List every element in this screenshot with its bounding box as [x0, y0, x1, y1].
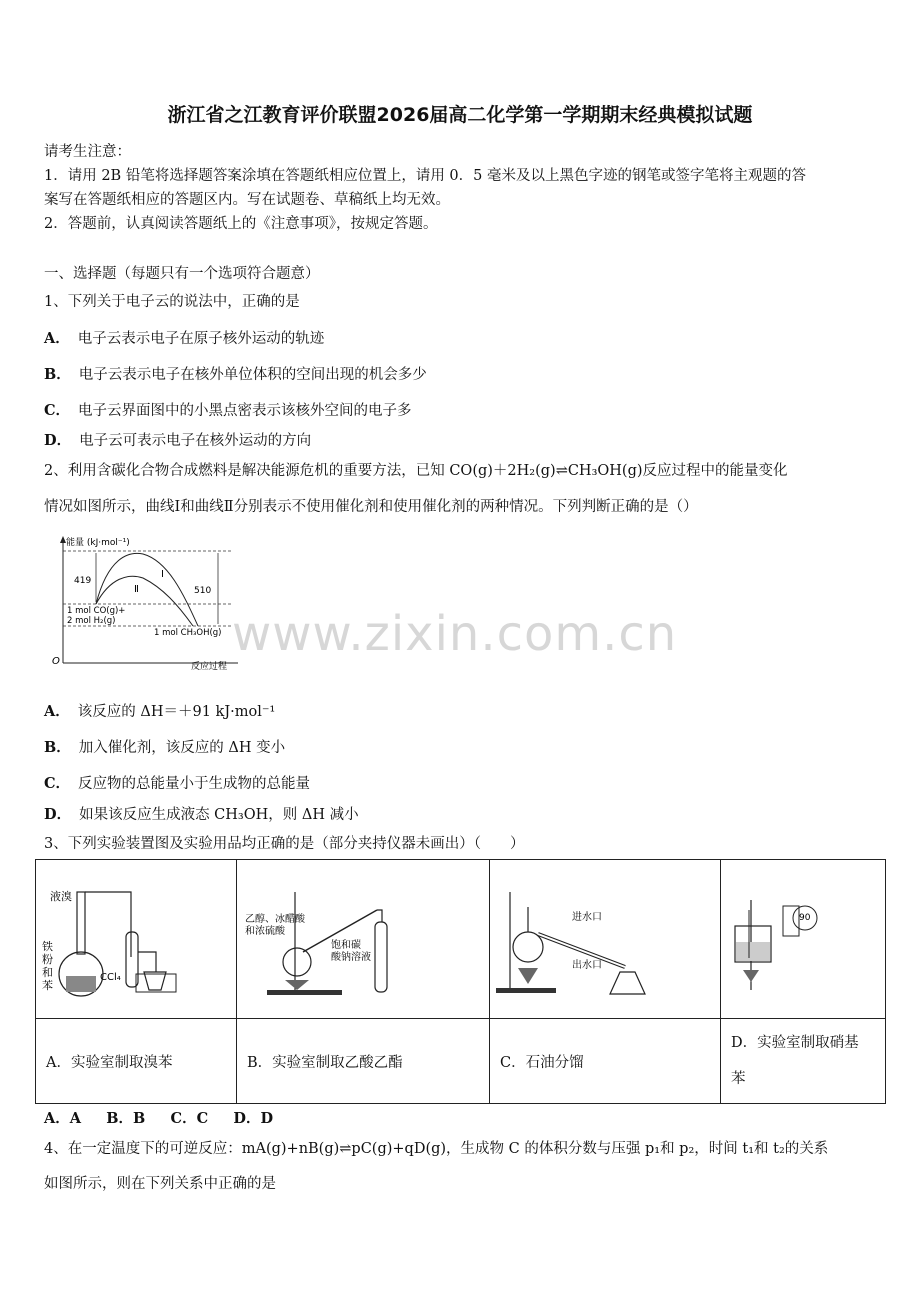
label-thermometer-90: 90	[799, 913, 811, 923]
caption-d-line-1: D．实验室制取硝基	[731, 1035, 859, 1051]
apparatus-cell-a	[36, 860, 237, 1019]
choice-c: C．C	[170, 1110, 209, 1127]
caption-b: B．实验室制取乙酸乙酯	[237, 1019, 490, 1104]
choice-d: D．D	[233, 1110, 274, 1127]
choice-a: A．A	[44, 1110, 82, 1127]
option-key: B．	[44, 739, 71, 756]
apparatus-cell-d	[721, 860, 886, 1019]
label-reagents-2: 和浓硫酸	[245, 926, 285, 937]
notice-line-1b: 案写在答题纸相应的答题区内。写在试题卷、草稿纸上均无效。	[44, 192, 450, 208]
value-510: 510	[194, 586, 212, 596]
product-label: 1 mol CH₃OH(g)	[154, 628, 222, 638]
label-solution-2: 酸钠溶液	[331, 952, 371, 963]
option-key: C．	[44, 775, 71, 792]
option-key: A．	[44, 330, 70, 347]
q1-stem: 1、下列关于电子云的说法中，正确的是	[44, 294, 300, 310]
q3-choices	[44, 1107, 273, 1128]
label-solution-1: 饱和碳	[331, 940, 361, 951]
curve-ii-label: Ⅱ	[134, 584, 139, 595]
option-key: A．	[44, 703, 70, 720]
caption-c: C．石油分馏	[490, 1019, 721, 1104]
energy-diagram	[48, 533, 248, 673]
option-key: C．	[44, 402, 71, 419]
q2-stem-line-1: 2、利用含碳化合物合成燃料是解决能源危机的重要方法，已知 CO(g)＋2H₂(g)⇌CH₃OH(g)反应过程中的能量变化	[44, 463, 788, 479]
reactant-label-2: 2 mol H₂(g)	[67, 616, 116, 626]
option-text: 电子云表示电子在核外单位体积的空间出现的机会多少	[78, 367, 427, 383]
label-water-outlet: 出水口	[572, 960, 602, 971]
apparatus-c-figure	[490, 862, 720, 1012]
apparatus-a-figure	[36, 862, 236, 1012]
origin-label: O	[52, 656, 60, 667]
notice-heading: 请考生注意：	[44, 144, 131, 160]
apparatus-cell-c	[490, 860, 721, 1019]
caption-d	[721, 1019, 886, 1104]
section-heading: 一、选择题（每题只有一个选项符合题意）	[44, 266, 320, 282]
q1-option-d	[44, 429, 311, 450]
q1-option-c	[44, 399, 412, 420]
x-axis-label: 反应过程	[191, 662, 228, 672]
curve-i-label: Ⅰ	[161, 569, 164, 580]
q1-option-a	[44, 327, 324, 348]
exam-title: 浙江省之江教育评价联盟2026届高二化学第一学期期末经典模拟试题	[167, 104, 753, 126]
notice-line-1a: 1．请用 2B 铅笔将选择题答案涂填在答题纸相应位置上，请用 0．5 毫米及以上黑色字迹的钢笔或签字笔将主观题的答	[44, 168, 806, 184]
label-benzene: 苯	[42, 979, 53, 992]
option-text: 如果该反应生成液态 CH₃OH，则 ΔH 减小	[79, 807, 359, 823]
label-reagents-1: 乙醇、冰醋酸	[245, 914, 305, 925]
q2-stem-line-2: 情况如图所示，曲线Ⅰ和曲线Ⅱ分别表示不使用催化剂和使用催化剂的两种情况。下列判断正确的是（）	[44, 499, 698, 515]
label-ccl4: CCl₄	[100, 972, 121, 983]
label-iron: 铁	[42, 940, 53, 953]
option-text: 该反应的 ΔH＝＋91 kJ·mol⁻¹	[77, 704, 276, 720]
option-text: 反应物的总能量小于生成物的总能量	[78, 776, 311, 792]
q4-stem-line-1: 4、在一定温度下的可逆反应：mA(g)+nB(g)⇌pC(g)+qD(g)，生成物 C 的体积分数与压强 p₁和 p₂，时间 t₁和 t₂的关系	[44, 1141, 829, 1157]
caption-d-line-2: 苯	[731, 1071, 746, 1087]
q1-option-b	[44, 363, 427, 384]
apparatus-table	[35, 859, 886, 1104]
q4-stem-line-2: 如图所示，则在下列关系中正确的是	[44, 1176, 276, 1192]
watermark: www.zixin.com.cn	[232, 606, 678, 662]
apparatus-d-figure	[721, 862, 885, 1012]
apparatus-cell-b	[237, 860, 490, 1019]
q3-stem: 3、下列实验装置图及实验用品均正确的是（部分夹持仪器未画出）（ ）	[44, 836, 525, 852]
apparatus-b-figure	[237, 862, 489, 1012]
option-key: D．	[44, 806, 72, 823]
notice-line-2: 2．答题前，认真阅读答题纸上的《注意事项》，按规定答题。	[44, 216, 438, 232]
label-liquid-bromine: 液溴	[50, 890, 72, 903]
label-water-inlet: 进水口	[572, 912, 602, 923]
option-key: B．	[44, 366, 71, 383]
q2-option-b	[44, 736, 285, 757]
caption-a: A．实验室制取溴苯	[36, 1019, 237, 1104]
q2-option-c	[44, 772, 310, 793]
option-text: 电子云界面图中的小黑点密表示该核外空间的电子多	[78, 403, 412, 419]
option-text: 加入催化剂，该反应的 ΔH 变小	[78, 740, 286, 756]
label-powder: 粉	[42, 953, 53, 966]
option-text: 电子云表示电子在原子核外运动的轨迹	[77, 331, 325, 347]
value-419: 419	[74, 576, 92, 586]
q2-option-a	[44, 700, 275, 721]
choice-b: B．B	[106, 1110, 146, 1127]
y-axis-label: 能量 (kJ·mol⁻¹)	[66, 538, 130, 548]
option-text: 电子云可表示电子在核外运动的方向	[79, 433, 312, 449]
reactant-label-1: 1 mol CO(g)+	[67, 606, 126, 616]
q2-option-d	[44, 803, 359, 824]
option-key: D．	[44, 432, 72, 449]
label-and: 和	[42, 966, 53, 979]
